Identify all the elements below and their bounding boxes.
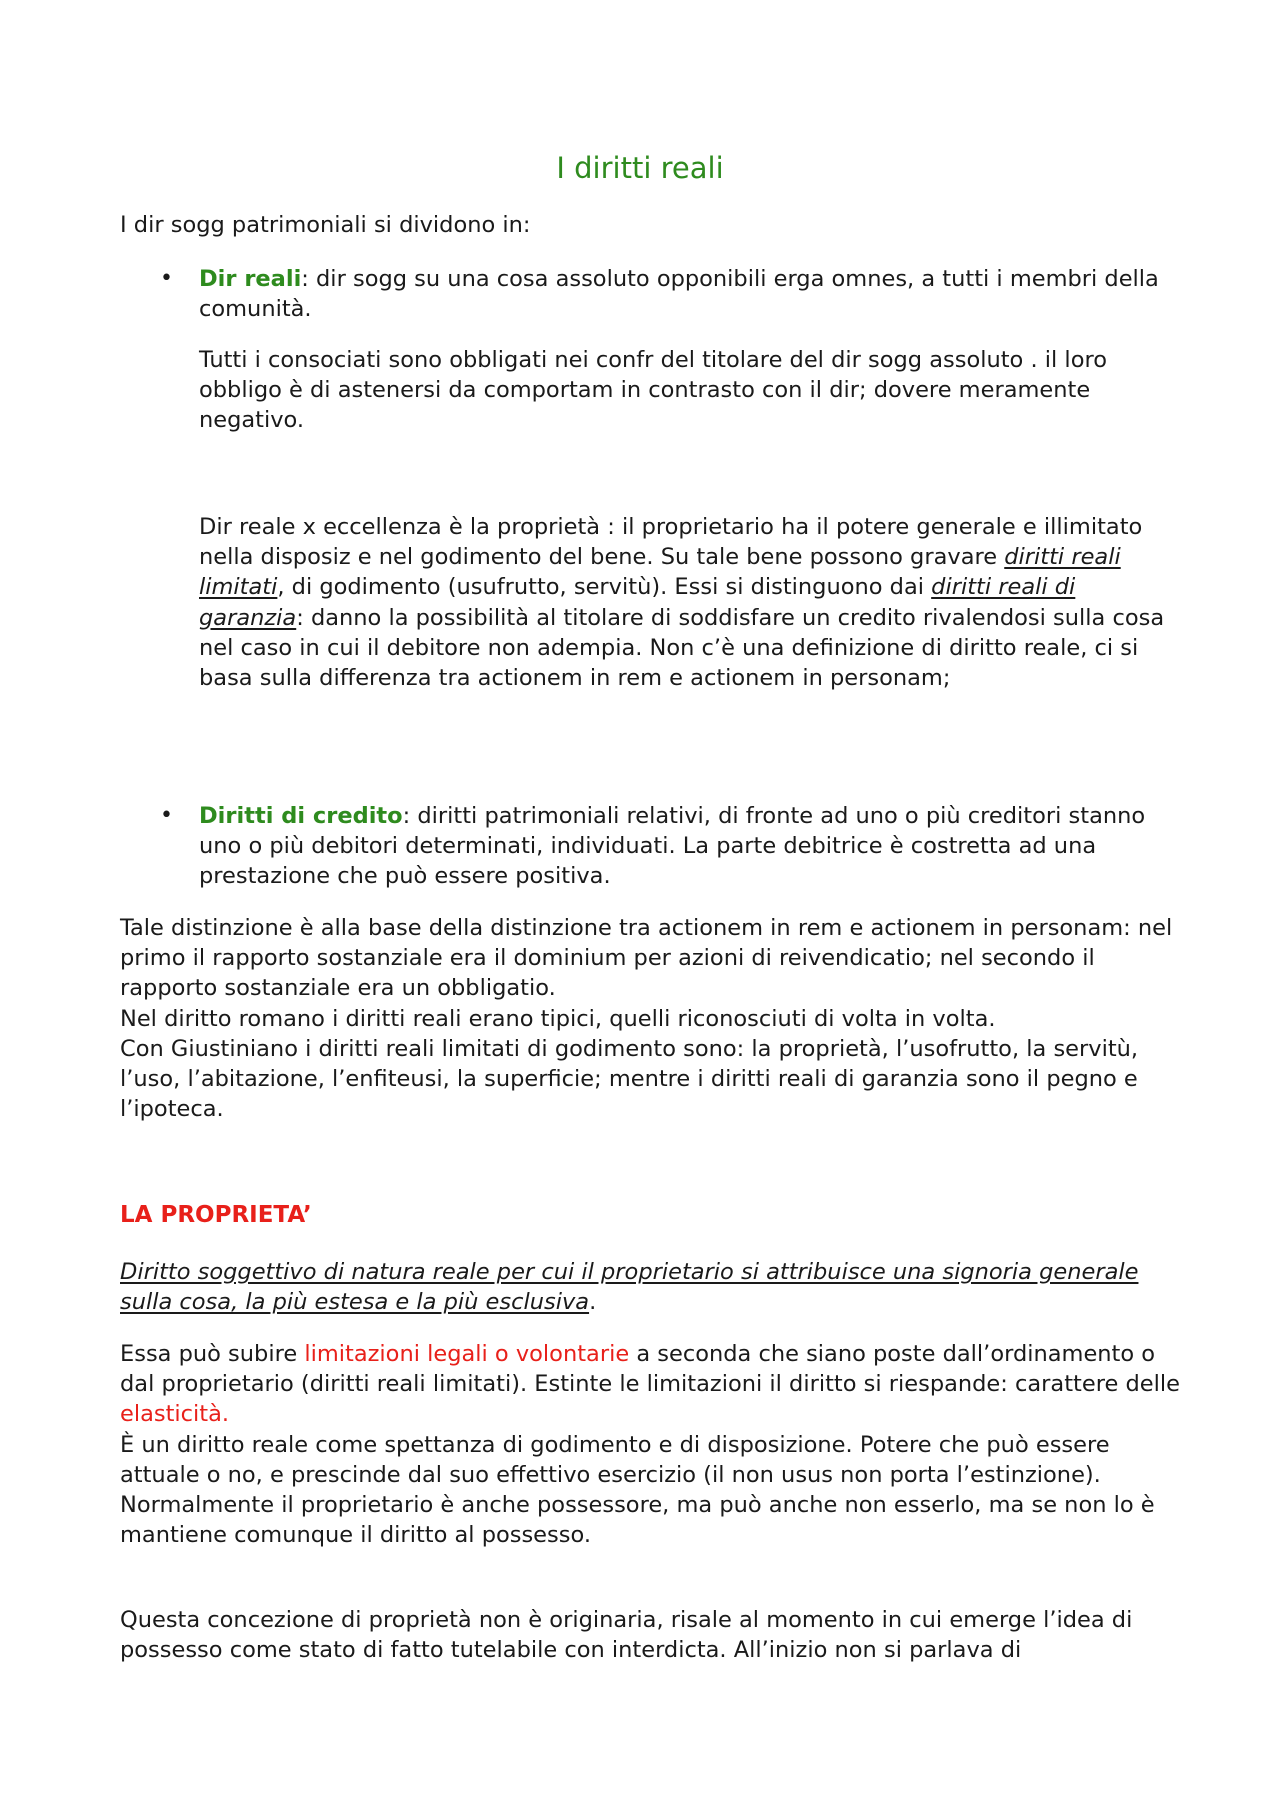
- text-run: Essa può subire: [120, 1341, 305, 1367]
- limitations-paragraph: [120, 1339, 1195, 1550]
- definition-text: Diritto soggettivo di natura reale per cui il proprietario si attribuisce una signoria generale sulla cosa, la più estesa e la più esclusiva: [120, 1259, 1139, 1316]
- text-run: a seconda che siano poste dall’ordinamento o dal proprietario (diritti reali limitati). Estinte le limitazioni il diritto si riespande: carattere delle: [120, 1341, 1180, 1398]
- distinction-paragraph: [120, 913, 1195, 1124]
- text-line: Nel diritto romano i diritti reali erano tipici, quelli riconosciuti di volta in volta.: [120, 1005, 996, 1032]
- text-line: Tale distinzione è alla base della distinzione tra actionem in rem e actionem in personam: nel primo il rapporto sostanziale era il dominium per azioni di reivendicatio; nel secondo il rapporto sostanziale era un obbligatio.: [120, 915, 1173, 1002]
- intro-paragraph: I dir sogg patrimoniali si dividono in:: [120, 212, 531, 238]
- highlight-limitazioni: limitazioni legali o volontarie: [304, 1341, 630, 1367]
- text-run: , di godimento (usufrutto, servitù). Essi si distinguono dai: [277, 574, 932, 601]
- text-run: : danno la possibilità al titolare di soddisfare un credito rivalendosi sulla cosa nel caso in cui il debitore non adempia. Non c’è una definizione di diritto reale, ci si basa sulla differenza tra actionem in rem e actionem in personam;: [199, 604, 1165, 692]
- list-item-dir-reali: [199, 264, 1184, 324]
- text-run: Dir reale x eccellenza è la proprietà : il proprietario ha il potere generale e illimitato nella disposiz e nel godimento del bene. Su tale bene possono gravare: [199, 514, 1143, 571]
- term-dir-reali: Dir reali: [199, 266, 302, 292]
- term-diritti-reali-limitati: diritti reali limitati: [199, 544, 1121, 601]
- text-line: Normalmente il proprietario è anche possessore, ma può anche non esserlo, ma se non lo è mantiene comunque il diritto al possesso.: [120, 1492, 1155, 1549]
- text-run: .: [589, 1289, 597, 1316]
- highlight-elasticita: elasticità.: [120, 1401, 230, 1428]
- text-line: È un diritto reale come spettanza di godimento e di disposizione. Potere che può essere attuale o no, e prescinde dal suo effettivo esercizio (il non usus non porta l’estinzione).: [120, 1431, 1110, 1488]
- sub-paragraph-proprieta: [199, 512, 1184, 693]
- page-title: I diritti reali: [556, 151, 724, 185]
- section-title-proprieta: LA PROPRIETA’: [120, 1202, 312, 1228]
- term-diritti-reali-garanzia: diritti reali di garanzia: [199, 574, 1076, 631]
- list-item-text: : dir sogg su una cosa assoluto opponibili erga omnes, a tutti i membri della comunità.: [199, 266, 1159, 323]
- text-line: Con Giustiniano i diritti reali limitati di godimento sono: la proprietà, l’usofrutto, la servitù, l’uso, l’abitazione, l’enfiteusi, la superficie; mentre i diritti reali di garanzia sono il pegno e l’ipoteca.: [120, 1035, 1139, 1123]
- bullet-icon: •: [160, 266, 173, 291]
- term-diritti-credito: Diritti di credito: [199, 803, 403, 829]
- bullet-icon: •: [160, 803, 173, 828]
- list-item-diritti-credito: [199, 801, 1184, 892]
- sub-paragraph-obbligo: Tutti i consociati sono obbligati nei confr del titolare del dir sogg assoluto . il loro obbligo è di astenersi da comportam in contrasto con il dir; dovere meramente negativo.: [199, 347, 1107, 434]
- definition-paragraph: [120, 1257, 1190, 1317]
- origin-paragraph: Questa concezione di proprietà non è originaria, risale al momento in cui emerge l’idea di possesso come stato di fatto tutelabile con interdicta. All’inizio non si parlava di: [120, 1607, 1133, 1664]
- list-item-text: : diritti patrimoniali relativi, di fronte ad uno o più creditori stanno uno o più debitori determinati, individuati. La parte debitrice è costretta ad una prestazione che può essere positiva.: [199, 803, 1146, 890]
